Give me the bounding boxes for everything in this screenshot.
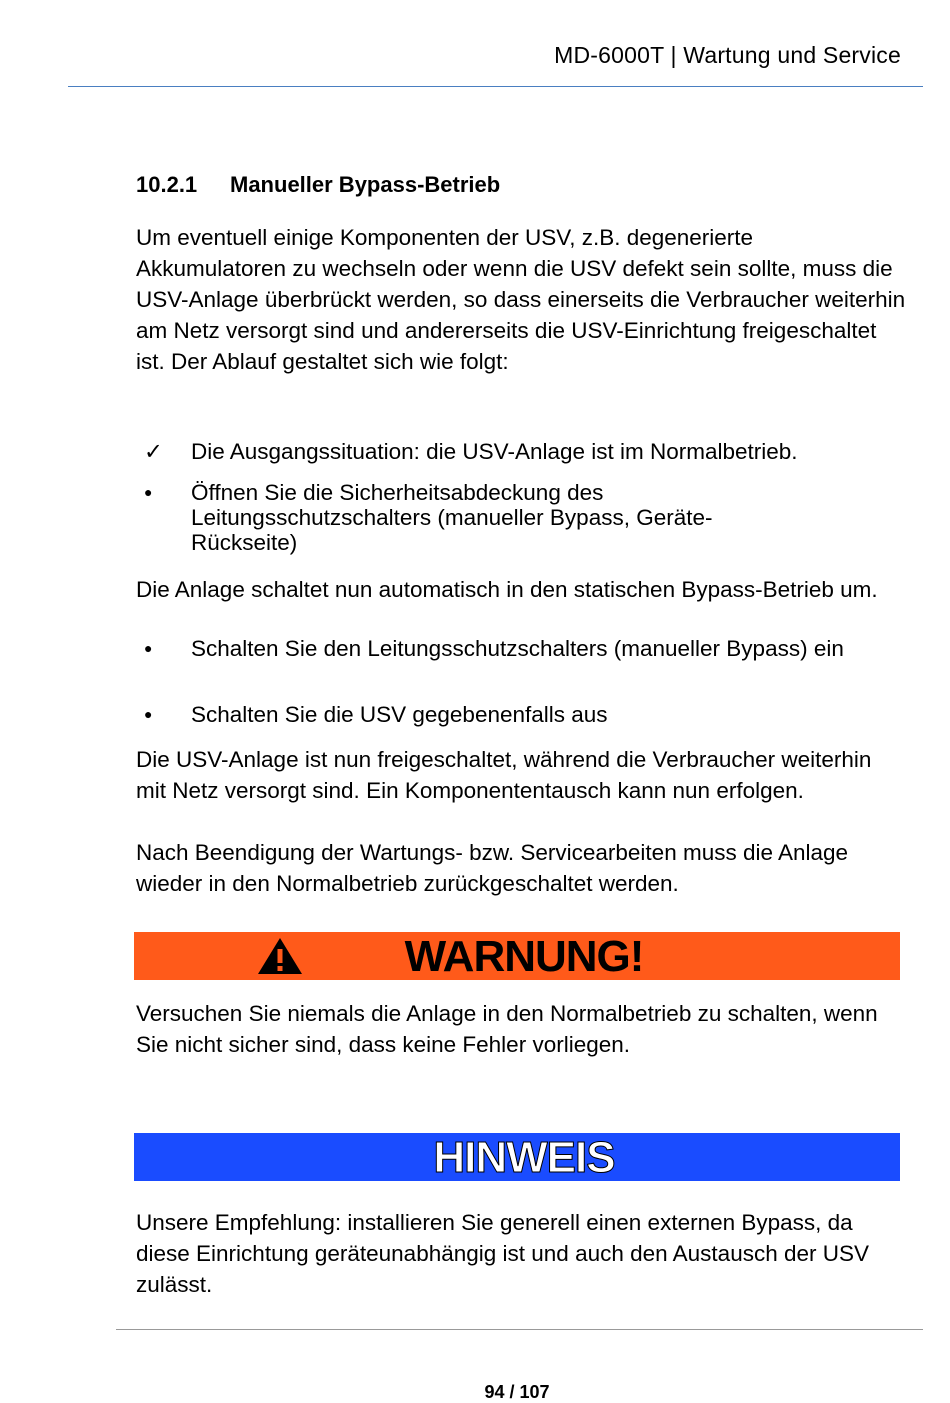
page-number: 94 / 107 bbox=[484, 1382, 550, 1402]
checkmark-icon: ✓ bbox=[144, 439, 163, 464]
bullet-icon: ● bbox=[144, 484, 153, 500]
intro-paragraph: Um eventuell einige Komponenten der USV, z.B. degenerierte Akkumulatoren zu wechseln oder wenn die USV defekt sein sollte, muss die USV-Anlage überbrückt werden, so dass einerseits die Verbraucher weiterhin am Netz versorgt sind und andererseits die USV-Einrichtung freigeschaltet ist. Der Ablauf gestaltet sich wie folgt: bbox=[136, 225, 906, 374]
notice-title: HINWEIS bbox=[433, 1133, 615, 1182]
footer-divider bbox=[116, 1329, 923, 1330]
list-item-text: Die Ausgangssituation: die USV-Anlage ist im Normalbetrieb. bbox=[191, 439, 798, 464]
return-paragraph: Nach Beendigung der Wartungs- bzw. Servicearbeiten muss die Anlage wieder in den Normalbetrieb zurückgeschaltet werden. bbox=[136, 840, 849, 896]
warning-title: WARNUNG! bbox=[404, 932, 644, 981]
list-item-text: Öffnen Sie die Sicherheitsabdeckung des Leitungsschutzschalters (manueller Bypass, Geräte-Rückseite) bbox=[191, 480, 713, 555]
section-title: Manueller Bypass-Betrieb bbox=[230, 172, 501, 197]
warning-text: Versuchen Sie niemals die Anlage in den Normalbetrieb zu schalten, wenn Sie nicht sicher sind, dass keine Fehler vorliegen. bbox=[136, 1001, 878, 1057]
result-paragraph: Die USV-Anlage ist nun freigeschaltet, während die Verbraucher weiterhin mit Netz versorgt sind. Ein Komponententausch kann nun erfolgen. bbox=[136, 747, 872, 803]
notice-text: Unsere Empfehlung: installieren Sie generell einen externen Bypass, da diese Einrichtung geräteunabhängig ist und auch den Austausch der USV zulässt. bbox=[136, 1210, 870, 1297]
notice-banner bbox=[134, 1133, 900, 1181]
bullet-icon: ● bbox=[144, 706, 153, 722]
page-header bbox=[68, 40, 923, 87]
header-title: MD-6000T | Wartung und Service bbox=[554, 42, 901, 68]
section-number: 10.2.1 bbox=[136, 172, 198, 197]
bullet-icon: ● bbox=[144, 640, 153, 656]
list-item-text: Schalten Sie den Leitungsschutzschalters (manueller Bypass) ein bbox=[191, 636, 844, 661]
section-heading bbox=[136, 172, 500, 198]
middle-paragraph: Die Anlage schaltet nun automatisch in den statischen Bypass-Betrieb um. bbox=[136, 577, 878, 602]
list-item-text: Schalten Sie die USV gegebenenfalls aus bbox=[191, 702, 608, 727]
warning-banner bbox=[134, 932, 900, 980]
